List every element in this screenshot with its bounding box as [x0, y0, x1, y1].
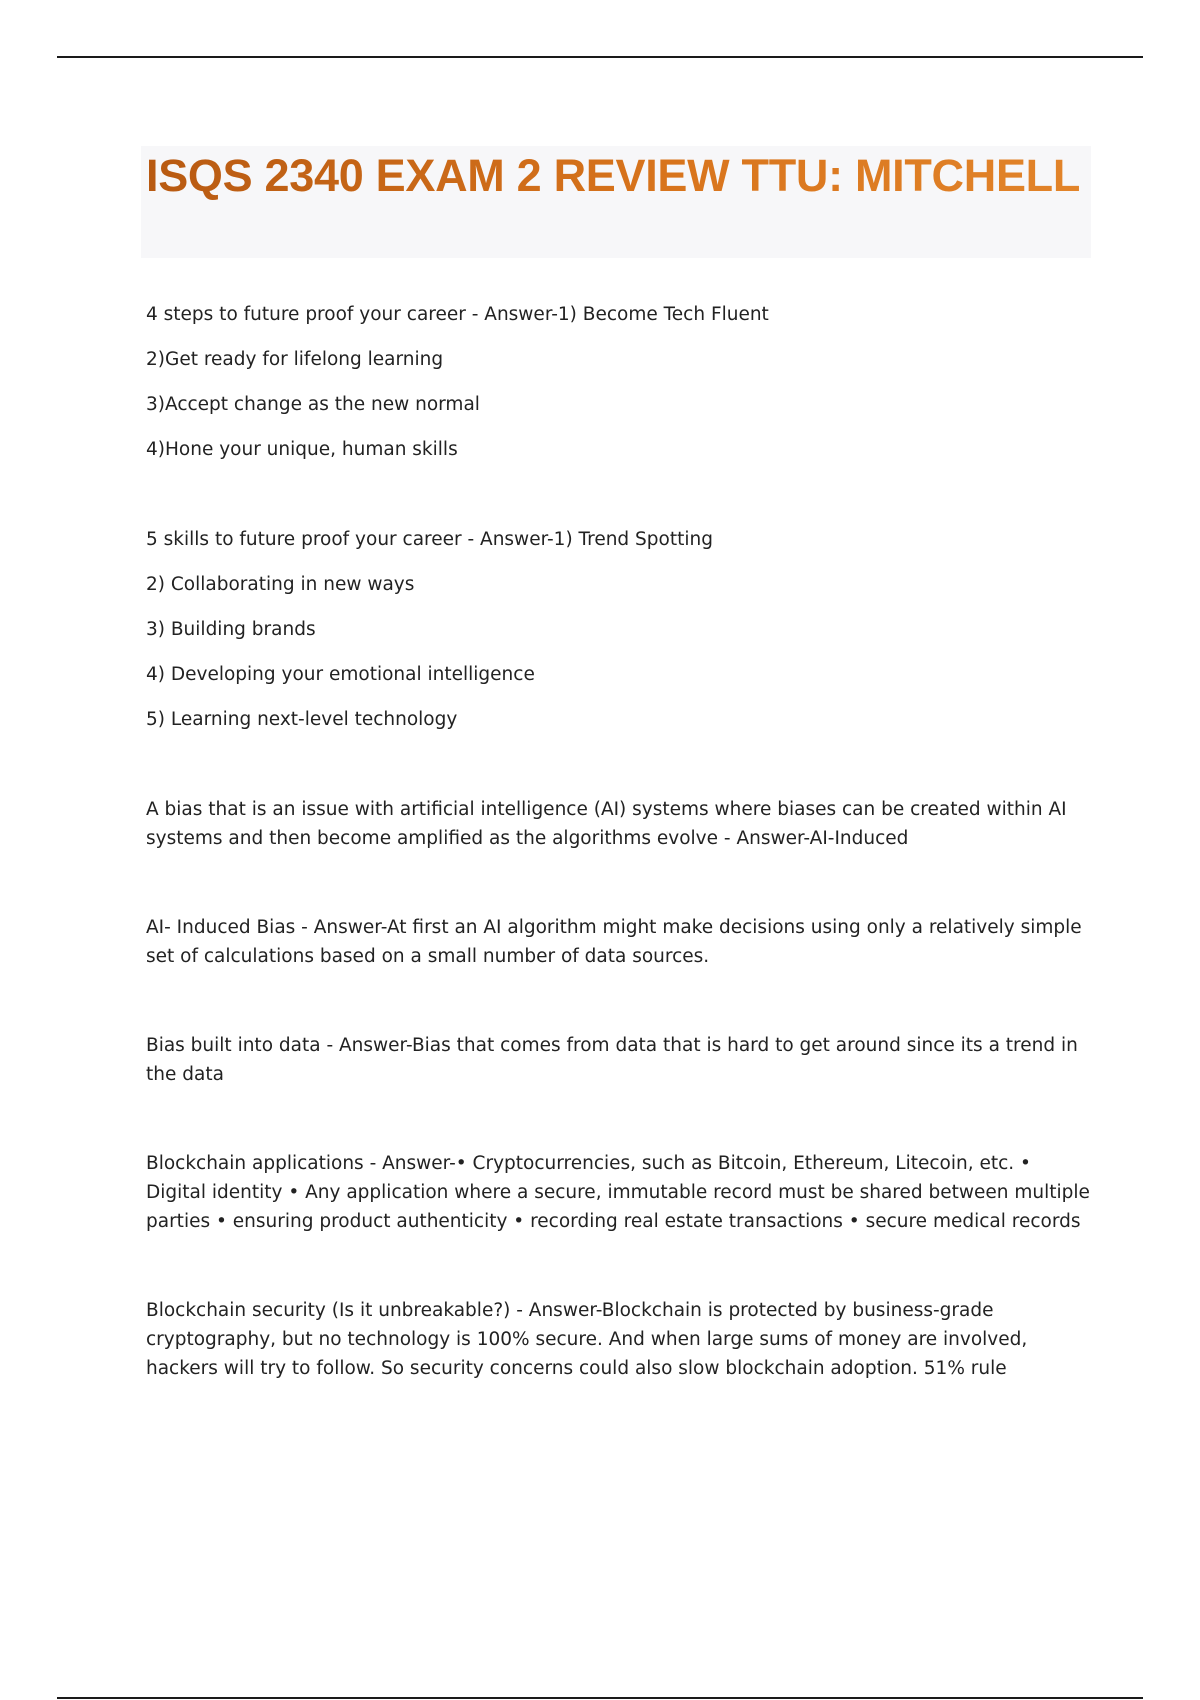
skills-item: 5) Learning next-level technology: [146, 709, 458, 730]
document-body: [146, 300, 1091, 1383]
skills-item: 3) Building brands: [146, 619, 316, 640]
skills-item: 2) Collaborating in new ways: [146, 574, 415, 595]
blockchain-apps-entry: Blockchain applications - Answer-• Cryptocurrencies, such as Bitcoin, Ethereum, Litecoin, etc. • Digital identity • Any application where a secure, immutable record must be shared between multiple parties • ensuring product authenticity • recording real estate transactions • secure medical records: [146, 1153, 1090, 1232]
bottom-rule: [57, 1697, 1143, 1699]
page-title: ISQS 2340 EXAM 2 REVIEW TTU: MITCHELL: [146, 148, 1086, 203]
spacer: [146, 750, 1091, 795]
skills-question: 5 skills to future proof your career - Answer-1) Trend Spotting: [146, 529, 713, 550]
steps-question: 4 steps to future proof your career - Answer-1) Become Tech Fluent: [146, 304, 769, 325]
steps-item: 2)Get ready for lifelong learning: [146, 349, 444, 370]
steps-item: 4)Hone your unique, human skills: [146, 439, 458, 460]
ai-induced-entry: AI- Induced Bias - Answer-At first an AI algorithm might make decisions using only a relatively simple set of calculations based on a small number of data sources.: [146, 917, 1082, 967]
bias-data-entry: Bias built into data - Answer-Bias that comes from data that is hard to get around since its a trend in the data: [146, 1035, 1078, 1085]
bias-ai-entry: A bias that is an issue with artificial intelligence (AI) systems where biases can be created within AI systems and then become amplified as the algorithms evolve - Answer-AI-Induced: [146, 799, 1067, 849]
steps-item: 3)Accept change as the new normal: [146, 394, 480, 415]
spacer: [146, 480, 1091, 525]
top-rule: [57, 56, 1143, 58]
blockchain-security-entry: Blockchain security (Is it unbreakable?) - Answer-Blockchain is protected by business-grade cryptography, but no technology is 100% secure. And when large sums of money are involved, hackers will try to follow. So security concerns could also slow blockchain adoption. 51% rule: [146, 1300, 1028, 1379]
skills-item: 4) Developing your emotional intelligence: [146, 664, 535, 685]
